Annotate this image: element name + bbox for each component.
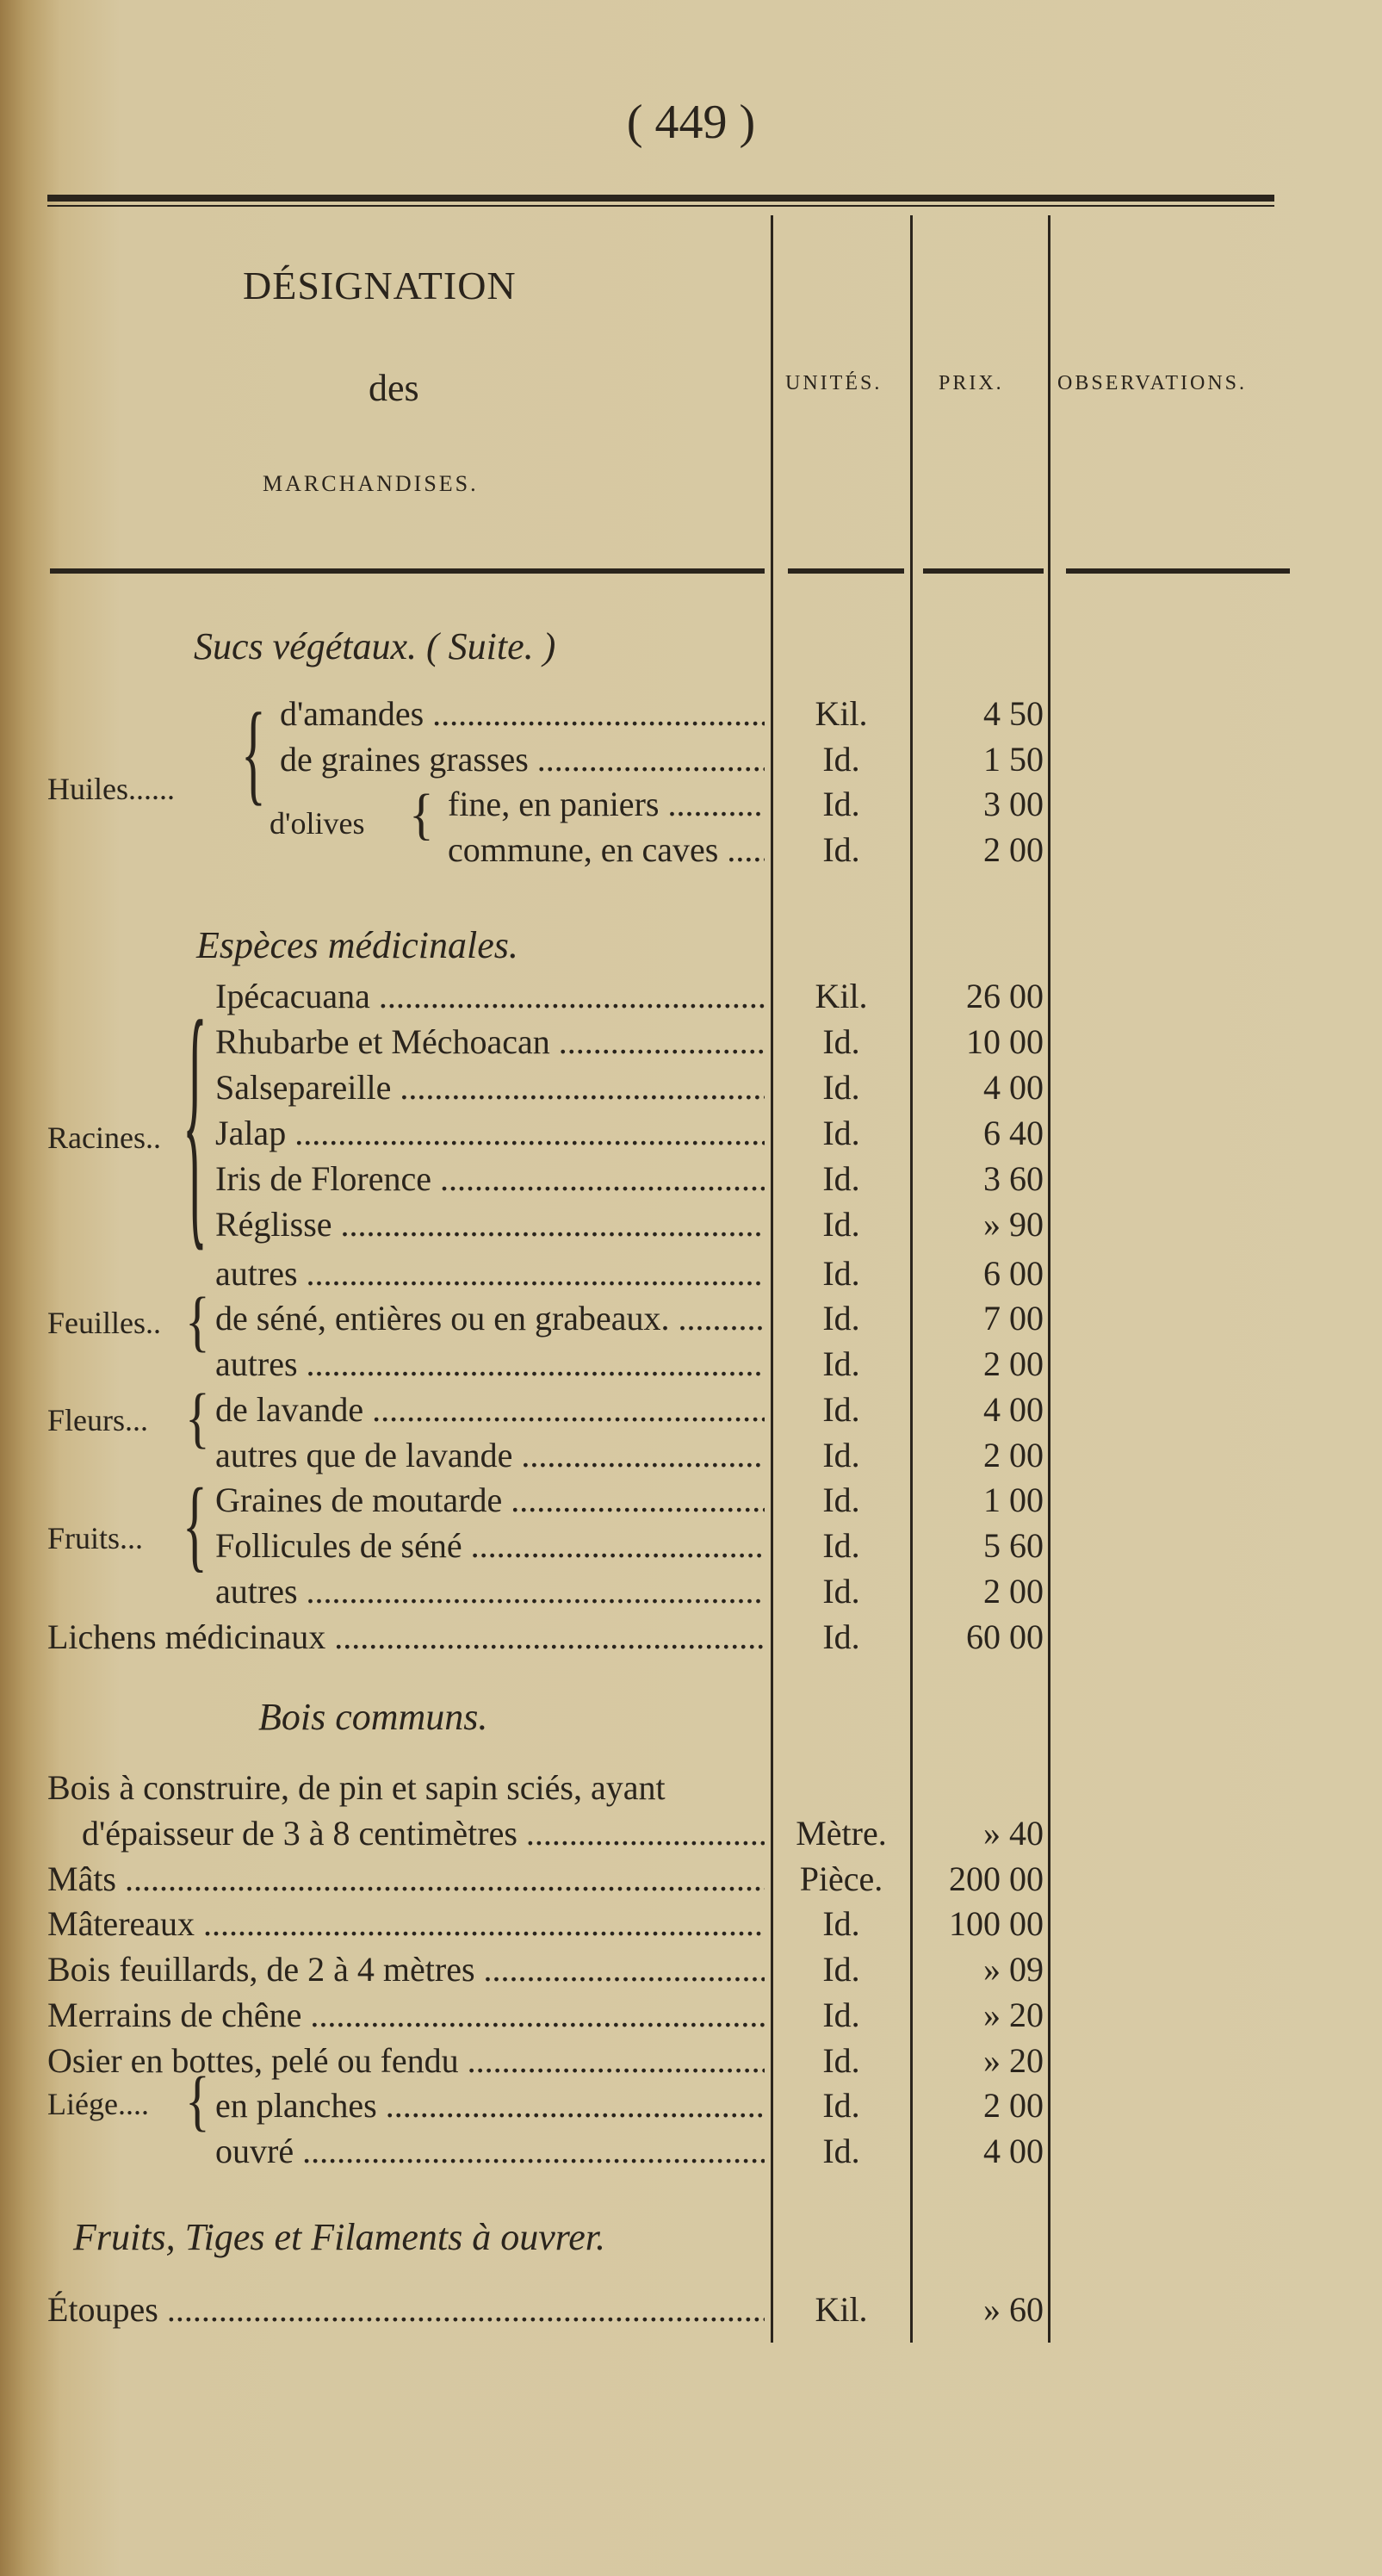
row-unit: Mètre. (796, 1814, 887, 1853)
row-price: 1 50 (983, 740, 1044, 779)
brace-feuilles: { (185, 1284, 210, 1358)
column-rule-1 (771, 215, 773, 2343)
row-price: » 09 (983, 1950, 1044, 1989)
row-label: Lichens médicinaux ..... (47, 1617, 765, 1657)
group-label-feuilles: Feuilles.. (47, 1306, 161, 1340)
group-label-racines: Racines.. (47, 1120, 161, 1155)
row-label: Étoupes ..... (47, 2289, 765, 2330)
row-price: » 90 (983, 1205, 1044, 1244)
row-price: 7 00 (983, 1299, 1044, 1338)
row-label: Mâts ..... (47, 1859, 765, 1899)
top-rule-thin (47, 205, 1274, 207)
page-number: ( 449 ) (626, 96, 756, 149)
row-price: 60 00 (966, 1617, 1044, 1656)
section-title-fruits: Fruits, Tiges et Filaments à ouvrer. (73, 2216, 606, 2258)
row-unit: Id. (822, 740, 860, 779)
row-label: d'épaisseur de 3 à 8 centimètres ..... (82, 1813, 765, 1853)
row-label: Mâtereaux ..... (47, 1903, 765, 1944)
brace-fleurs: { (185, 1381, 210, 1455)
row-price: 4 00 (983, 1068, 1044, 1107)
brace-huiles: { (241, 690, 266, 816)
top-rule (47, 195, 1274, 202)
row-unit: Kil. (815, 977, 868, 1015)
header-rule-observations (1066, 568, 1290, 574)
row-price: 2 00 (983, 2086, 1044, 2125)
brace-olives: { (409, 782, 434, 846)
row-label: Réglisse ..... (215, 1204, 765, 1245)
row-price: 2 00 (983, 1436, 1044, 1474)
row-price: 10 00 (966, 1022, 1044, 1061)
row-label: de lavande ..... (215, 1389, 765, 1430)
row-label: Follicules de séné ..... (215, 1525, 765, 1566)
row-price: 200 00 (949, 1859, 1044, 1898)
row-unit: Id. (822, 2041, 860, 2080)
row-unit: Id. (822, 1526, 860, 1565)
column-rule-3 (1048, 215, 1050, 2343)
row-unit: Id. (822, 1572, 860, 1611)
row-label: Osier en bottes, pelé ou fendu ..... (47, 2040, 765, 2081)
header-marchandises: MARCHANDISES. (263, 471, 479, 496)
row-unit: Id. (822, 1480, 860, 1519)
row-unit: Id. (822, 1904, 860, 1943)
row-label: d'amandes ..... (280, 693, 765, 734)
row-price: 3 00 (983, 785, 1044, 823)
row-label: autres ..... (215, 1344, 765, 1384)
row-unit: Kil. (815, 694, 868, 733)
header-rule-unites (788, 568, 904, 574)
group-label-huiles: Huiles...... (47, 772, 175, 806)
brace-fruits: { (183, 1468, 208, 1581)
row-price: » 20 (983, 1996, 1044, 2034)
row-price: 2 00 (983, 830, 1044, 869)
row-unit: Id. (822, 1159, 860, 1198)
row-label: autres ..... (215, 1571, 765, 1611)
row-label: autres que de lavande ..... (215, 1435, 765, 1475)
row-unit: Id. (822, 1205, 860, 1244)
row-price: 1 00 (983, 1480, 1044, 1519)
group-label-fleurs: Fleurs... (47, 1403, 148, 1437)
group-label-olives: d'olives (270, 806, 365, 841)
row-unit: Id. (822, 1390, 860, 1429)
row-label: ouvré ..... (215, 2131, 765, 2171)
brace-racines: { (183, 965, 208, 1274)
header-des: des (369, 367, 419, 409)
row-price: 5 60 (983, 1526, 1044, 1565)
row-label: Merrains de chêne ..... (47, 1995, 765, 2035)
row-unit: Id. (822, 1299, 860, 1338)
row-price: 4 50 (983, 694, 1044, 733)
row-label: Salsepareille ..... (215, 1067, 765, 1108)
row-price: 2 00 (983, 1572, 1044, 1611)
section-title-sucs: Sucs végétaux. ( Suite. ) (194, 625, 556, 667)
section-title-especes: Espèces médicinales. (196, 924, 518, 966)
row-unit: Id. (822, 1950, 860, 1989)
row-label: Ipécacuana ..... (215, 976, 765, 1016)
row-price: 3 60 (983, 1159, 1044, 1198)
row-label: fine, en paniers ..... (448, 784, 765, 824)
row-unit: Id. (822, 1254, 860, 1293)
header-rule-prix (923, 568, 1044, 574)
row-price: » 60 (983, 2290, 1044, 2329)
row-label: Bois à construire, de pin et sapin sciés, ayant (47, 1768, 666, 1807)
column-header-observations: OBSERVATIONS. (1057, 372, 1248, 394)
row-unit: Id. (822, 2132, 860, 2170)
row-label: Iris de Florence ..... (215, 1158, 765, 1199)
section-title-bois: Bois communs. (258, 1696, 488, 1738)
row-unit: Id. (822, 1022, 860, 1061)
row-unit: Id. (822, 1436, 860, 1474)
row-label: autres ..... (215, 1253, 765, 1294)
row-price: » 40 (983, 1814, 1044, 1853)
row-unit: Id. (822, 2086, 860, 2125)
row-label: Rhubarbe et Méchoacan ..... (215, 1021, 765, 1062)
row-price: 26 00 (966, 977, 1044, 1015)
column-header-prix: PRIX. (939, 372, 1004, 394)
row-price: » 20 (983, 2041, 1044, 2080)
group-label-liege: Liége.... (47, 2087, 149, 2121)
column-rule-2 (910, 215, 913, 2343)
row-unit: Id. (822, 1617, 860, 1656)
row-label: Bois feuillards, de 2 à 4 mètres ..... (47, 1949, 765, 1989)
row-price: 4 00 (983, 1390, 1044, 1429)
row-unit: Pièce. (799, 1859, 883, 1898)
row-unit: Id. (822, 785, 860, 823)
row-unit: Id. (822, 1344, 860, 1383)
row-price: 4 00 (983, 2132, 1044, 2170)
row-price: 100 00 (949, 1904, 1044, 1943)
header-rule-designation (50, 568, 765, 574)
row-unit: Id. (822, 1114, 860, 1152)
row-price: 6 40 (983, 1114, 1044, 1152)
row-label: Jalap ..... (215, 1113, 765, 1153)
row-price: 6 00 (983, 1254, 1044, 1293)
row-label: commune, en caves ..... (448, 829, 765, 870)
row-unit: Id. (822, 1996, 860, 2034)
row-unit: Id. (822, 1068, 860, 1107)
row-label: de séné, entières ou en grabeaux. ..... (215, 1298, 765, 1338)
row-label: Graines de moutarde ..... (215, 1480, 765, 1520)
row-unit: Id. (822, 830, 860, 869)
column-header-unites: UNITÉS. (785, 372, 883, 394)
group-label-fruits: Fruits... (47, 1521, 144, 1555)
row-price: 2 00 (983, 1344, 1044, 1383)
row-unit: Kil. (815, 2290, 868, 2329)
header-designation: DÉSIGNATION (243, 264, 517, 307)
row-label: de graines grasses ..... (280, 739, 765, 779)
row-label: en planches ..... (215, 2085, 765, 2126)
brace-liege: { (185, 2064, 210, 2138)
